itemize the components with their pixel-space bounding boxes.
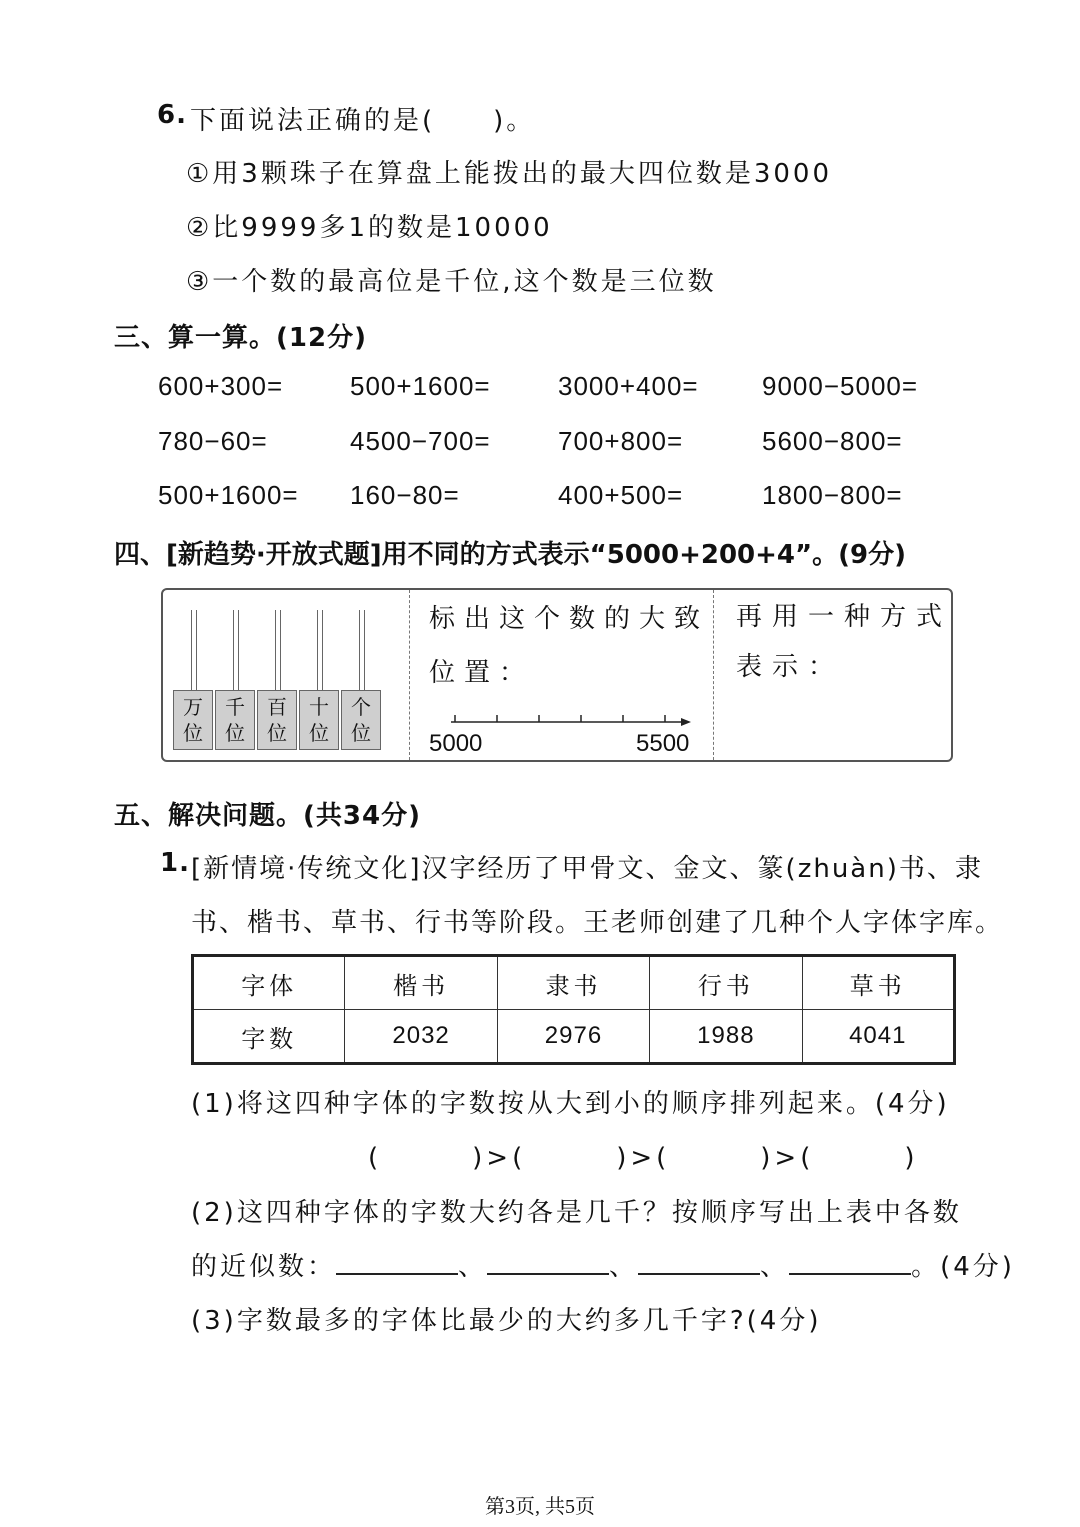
- mark-prompt: 标出这个数的大致: [429, 604, 710, 634]
- font-count-table: [191, 954, 956, 1065]
- question-6-option-1: ①用3颗珠子在算盘上能拨出的最大四位数是3000: [186, 159, 833, 189]
- calc-item: 5600−800=: [762, 426, 903, 456]
- separator: 、: [458, 1252, 488, 1282]
- calc-item: 500+1600=: [158, 480, 299, 510]
- question-6-number: 6.: [157, 100, 187, 130]
- divider: [409, 590, 410, 760]
- place-label-hundreds: 百 位: [257, 690, 297, 750]
- table-row: [193, 1010, 955, 1064]
- abacus-rod: [317, 610, 323, 692]
- calc-item: 9000−5000=: [762, 371, 919, 401]
- points-note: 。(4分): [911, 1252, 1015, 1282]
- page-footer: 第3页, 共5页: [485, 1496, 595, 1518]
- calc-item: 700+800=: [558, 426, 684, 456]
- calc-item: 400+500=: [558, 480, 684, 510]
- abacus-rod: [275, 610, 281, 692]
- table-cell: 4041: [802, 1010, 954, 1064]
- table-row-label: 字数: [193, 1010, 345, 1064]
- approx-prompt: 的近似数：: [191, 1252, 337, 1282]
- other-prompt-2: 表示：: [736, 652, 845, 682]
- representation-box: [161, 588, 953, 762]
- abacus-rod: [191, 610, 197, 692]
- question-6-option-2: ②比9999多1的数是10000: [186, 213, 553, 243]
- place-label-thousands: 千 位: [215, 690, 255, 750]
- sub-question-1: (1)将这四种字体的字数按从大到小的顺序排列起来。(4分): [191, 1089, 950, 1119]
- table-header-cell: 行书: [650, 956, 802, 1010]
- table-cell: 2032: [345, 1010, 497, 1064]
- table-header-cell: 隶书: [497, 956, 649, 1010]
- table-header-cell: 草书: [802, 956, 954, 1010]
- answer-blank[interactable]: [638, 1249, 760, 1275]
- table-cell: 2976: [497, 1010, 649, 1064]
- answer-blank[interactable]: [336, 1249, 458, 1275]
- place-label-ones: 个 位: [341, 690, 381, 750]
- separator: 、: [760, 1252, 790, 1282]
- axis-start-label: 5000: [429, 730, 483, 757]
- abacus-rod: [233, 610, 239, 692]
- question-6-stem: 下面说法正确的是( )。: [190, 106, 536, 136]
- axis-end-label: 5500: [636, 730, 690, 757]
- abacus-rod: [359, 610, 365, 692]
- place-label-tens: 十 位: [299, 690, 339, 750]
- table-row: [193, 956, 955, 1010]
- sub-question-2-line-2: [191, 1246, 1015, 1283]
- section-3-title: 三、算一算。(12分): [114, 323, 367, 353]
- table-cell: 1988: [650, 1010, 802, 1064]
- sub-question-1-answer: ( )>( )>( )>( ): [368, 1143, 919, 1173]
- calc-item: 3000+400=: [558, 371, 699, 401]
- calc-item: 160−80=: [350, 480, 460, 510]
- calc-item: 780−60=: [158, 426, 268, 456]
- number-line: [443, 708, 693, 728]
- problem-1-text: [新情境·传统文化]汉字经历了甲骨文、金文、篆(zhuàn)书、隶: [191, 854, 983, 884]
- abacus: [173, 604, 383, 754]
- answer-blank[interactable]: [487, 1249, 609, 1275]
- problem-1-text-2: 书、楷书、草书、行书等阶段。王老师创建了几种个人字体字库。: [191, 908, 1004, 938]
- section-4-title: 四、[新趋势·开放式题]用不同的方式表示“5000+200+4”。(9分): [114, 540, 906, 570]
- table-header-cell: 字体: [193, 956, 345, 1010]
- section-5-title: 五、解决问题。(共34分): [114, 801, 421, 831]
- place-label-ten-thousands: 万 位: [173, 690, 213, 750]
- problem-1-number: 1.: [160, 848, 190, 878]
- other-prompt: 再用一种方式: [736, 602, 953, 632]
- sub-question-2: (2)这四种字体的字数大约各是几千？按顺序写出上表中各数: [191, 1198, 962, 1228]
- answer-blank[interactable]: [789, 1249, 911, 1275]
- question-6-option-3: ③一个数的最高位是千位,这个数是三位数: [186, 267, 717, 297]
- calc-item: 600+300=: [158, 371, 284, 401]
- calc-item: 1800−800=: [762, 480, 903, 510]
- table-header-cell: 楷书: [345, 956, 497, 1010]
- separator: 、: [609, 1252, 639, 1282]
- sub-question-3: (3)字数最多的字体比最少的大约多几千字?(4分): [191, 1306, 822, 1336]
- calc-item: 4500−700=: [350, 426, 491, 456]
- mark-prompt-2: 位置：: [429, 658, 535, 688]
- divider: [713, 590, 714, 760]
- calc-item: 500+1600=: [350, 371, 491, 401]
